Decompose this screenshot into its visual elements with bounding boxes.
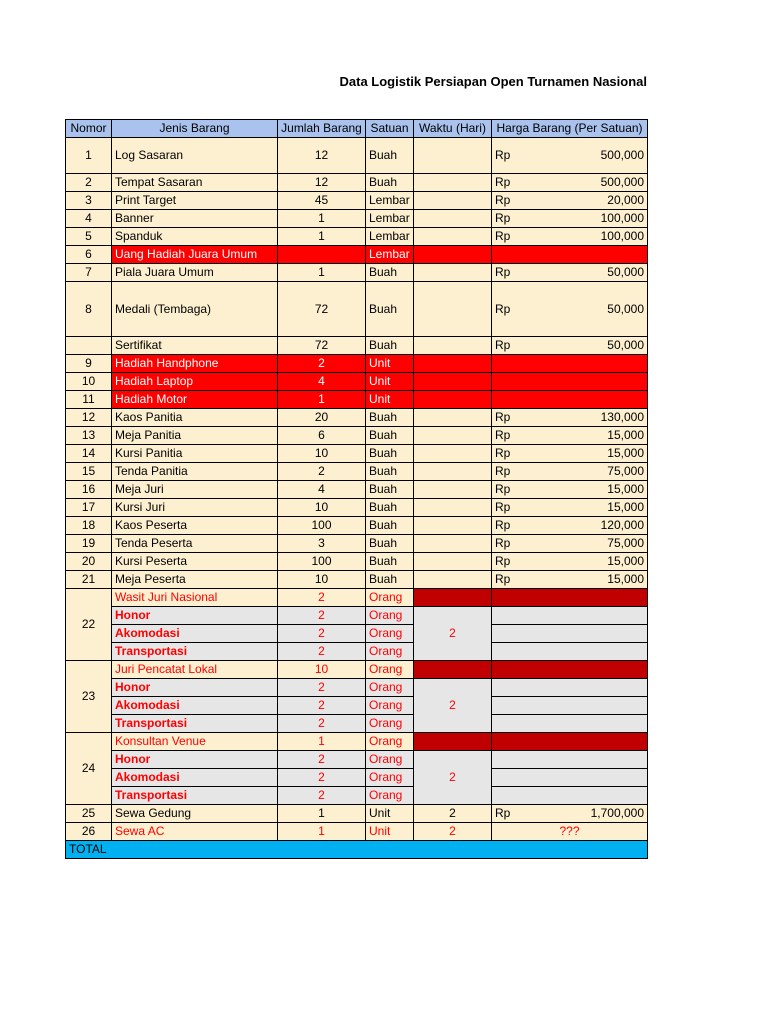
cell-waktu[interactable] <box>414 517 492 535</box>
cell-harga[interactable] <box>492 769 648 787</box>
cell-jumlah[interactable]: 2 <box>278 355 366 373</box>
cell-satuan[interactable]: Buah <box>366 535 414 553</box>
currency-label: Rp <box>495 338 511 352</box>
cell-jumlah[interactable]: 1 <box>278 391 366 409</box>
cell-nomor[interactable]: 7 <box>66 264 112 282</box>
table-row <box>66 481 648 499</box>
cell-nomor[interactable]: 13 <box>66 427 112 445</box>
cell-harga[interactable] <box>492 481 648 499</box>
cell-satuan[interactable]: Buah <box>366 138 414 174</box>
cell-jumlah[interactable]: 72 <box>278 282 366 337</box>
price-value: 50,000 <box>607 265 644 279</box>
cell-jumlah[interactable]: 2 <box>278 769 366 787</box>
cell-jenis[interactable]: Transportasi <box>112 643 278 661</box>
cell-jumlah[interactable]: 12 <box>278 174 366 192</box>
cell-harga[interactable] <box>492 210 648 228</box>
cell-harga[interactable] <box>492 228 648 246</box>
table-row <box>66 517 648 535</box>
cell-satuan[interactable]: Unit <box>366 355 414 373</box>
currency-label: Rp <box>495 211 511 225</box>
header-jenis-barang[interactable]: Jenis Barang <box>112 120 278 138</box>
cell-harga[interactable] <box>492 643 648 661</box>
cell-harga[interactable] <box>492 661 648 679</box>
table-row <box>66 264 648 282</box>
cell-harga[interactable] <box>492 733 648 751</box>
cell-nomor[interactable]: 25 <box>66 805 112 823</box>
cell-satuan[interactable]: Unit <box>366 823 414 841</box>
cell-waktu[interactable] <box>414 427 492 445</box>
cell-waktu[interactable] <box>414 661 492 679</box>
cell-jenis[interactable]: Akomodasi <box>112 625 278 643</box>
cell-harga[interactable] <box>492 409 648 427</box>
cell-waktu[interactable] <box>414 138 492 174</box>
group-row <box>66 733 648 751</box>
cell-jenis[interactable]: Kursi Panitia <box>112 445 278 463</box>
cell-jumlah[interactable]: 2 <box>278 697 366 715</box>
cell-jenis[interactable]: Meja Peserta <box>112 571 278 589</box>
cell-jenis[interactable]: Sewa Gedung <box>112 805 278 823</box>
cell-jenis[interactable]: Sewa AC <box>112 823 278 841</box>
cell-jenis[interactable]: Transportasi <box>112 715 278 733</box>
cell-jumlah[interactable]: 45 <box>278 192 366 210</box>
header-jumlah-barang[interactable]: Jumlah Barang <box>278 120 366 138</box>
cell-waktu[interactable] <box>414 246 492 264</box>
cell-jenis[interactable]: Tenda Panitia <box>112 463 278 481</box>
currency-label: Rp <box>495 572 511 586</box>
cell-harga[interactable] <box>492 679 648 697</box>
cell-satuan[interactable]: Unit <box>366 391 414 409</box>
cell-harga[interactable] <box>492 787 648 805</box>
cell-harga[interactable]: ??? <box>492 823 648 841</box>
cell-jumlah[interactable]: 2 <box>278 607 366 625</box>
cell-satuan[interactable]: Buah <box>366 282 414 337</box>
table-row <box>66 337 648 355</box>
cell-satuan[interactable]: Buah <box>366 445 414 463</box>
cell-jenis[interactable]: Banner <box>112 210 278 228</box>
table-row <box>66 553 648 571</box>
table-row <box>66 463 648 481</box>
cell-nomor[interactable]: 6 <box>66 246 112 264</box>
table-row <box>66 805 648 823</box>
cell-nomor[interactable]: 10 <box>66 373 112 391</box>
cell-jumlah[interactable]: 2 <box>278 715 366 733</box>
cell-satuan[interactable]: Orang <box>366 715 414 733</box>
table-row <box>66 391 648 409</box>
logistics-table <box>65 119 648 859</box>
cell-waktu[interactable]: 2 <box>414 823 492 841</box>
cell-satuan[interactable]: Buah <box>366 517 414 535</box>
cell-satuan[interactable]: Orang <box>366 679 414 697</box>
price-value: 500,000 <box>600 175 644 189</box>
cell-harga[interactable] <box>492 192 648 210</box>
table-row <box>66 138 648 174</box>
currency-label: Rp <box>495 410 511 424</box>
cell-harga[interactable] <box>492 427 648 445</box>
currency-label: Rp <box>495 446 511 460</box>
cell-jenis[interactable]: Piala Juara Umum <box>112 264 278 282</box>
cell-jenis[interactable]: Hadiah Laptop <box>112 373 278 391</box>
cell-jenis[interactable]: Print Target <box>112 192 278 210</box>
price-value: 120,000 <box>600 518 644 532</box>
cell-nomor[interactable]: 12 <box>66 409 112 427</box>
cell-jenis[interactable]: Transportasi <box>112 787 278 805</box>
cell-nomor[interactable]: 19 <box>66 535 112 553</box>
cell-harga[interactable] <box>492 697 648 715</box>
header-row <box>66 120 648 138</box>
price-value: 15,000 <box>607 554 644 568</box>
cell-jenis[interactable]: Honor <box>112 751 278 769</box>
cell-satuan[interactable]: Buah <box>366 571 414 589</box>
cell-satuan[interactable]: Buah <box>366 409 414 427</box>
price-value: 100,000 <box>600 211 644 225</box>
currency-label: Rp <box>495 301 511 316</box>
cell-waktu[interactable] <box>414 210 492 228</box>
cell-waktu[interactable] <box>414 463 492 481</box>
currency-label: Rp <box>495 229 511 243</box>
price-value: 500,000 <box>600 148 644 162</box>
price-value: 75,000 <box>607 536 644 550</box>
header-nomor[interactable]: Nomor <box>66 120 112 138</box>
cell-satuan[interactable]: Orang <box>366 661 414 679</box>
cell-waktu[interactable] <box>414 571 492 589</box>
group-sub-row <box>66 643 648 661</box>
cell-jenis[interactable]: Hadiah Handphone <box>112 355 278 373</box>
group-sub-row <box>66 679 648 697</box>
table-row <box>66 571 648 589</box>
cell-satuan[interactable]: Buah <box>366 427 414 445</box>
cell-waktu[interactable] <box>414 192 492 210</box>
cell-jenis[interactable]: Kaos Panitia <box>112 409 278 427</box>
cell-jenis[interactable]: Kursi Juri <box>112 499 278 517</box>
cell-satuan[interactable]: Unit <box>366 805 414 823</box>
cell-jumlah[interactable]: 10 <box>278 445 366 463</box>
cell-harga[interactable] <box>492 174 648 192</box>
currency-label: Rp <box>495 500 511 514</box>
cell-jumlah[interactable]: 2 <box>278 463 366 481</box>
cell-jenis[interactable]: Uang Hadiah Juara Umum <box>112 246 278 264</box>
cell-satuan[interactable]: Buah <box>366 174 414 192</box>
cell-satuan[interactable]: Lembar <box>366 192 414 210</box>
group-row <box>66 589 648 607</box>
cell-jumlah[interactable]: 100 <box>278 517 366 535</box>
cell-jumlah[interactable]: 1 <box>278 228 366 246</box>
cell-harga[interactable] <box>492 751 648 769</box>
cell-jumlah[interactable]: 2 <box>278 787 366 805</box>
cell-satuan[interactable]: Orang <box>366 589 414 607</box>
cell-jumlah[interactable]: 2 <box>278 679 366 697</box>
table-row <box>66 823 648 841</box>
cell-satuan[interactable]: Orang <box>366 607 414 625</box>
cell-satuan[interactable]: Buah <box>366 553 414 571</box>
cell-satuan[interactable]: Buah <box>366 499 414 517</box>
cell-jenis[interactable]: Wasit Juri Nasional <box>112 589 278 607</box>
currency-label: Rp <box>495 428 511 442</box>
price-value: 15,000 <box>607 482 644 496</box>
cell-jenis[interactable]: Kaos Peserta <box>112 517 278 535</box>
cell-waktu[interactable]: 2 <box>414 805 492 823</box>
cell-satuan[interactable]: Orang <box>366 643 414 661</box>
cell-harga[interactable] <box>492 445 648 463</box>
group-sub-row <box>66 607 648 625</box>
cell-jenis[interactable]: Kursi Peserta <box>112 553 278 571</box>
price-value: 15,000 <box>607 500 644 514</box>
cell-waktu[interactable] <box>414 355 492 373</box>
cell-jenis[interactable]: Hadiah Motor <box>112 391 278 409</box>
cell-satuan[interactable]: Orang <box>366 697 414 715</box>
cell-nomor[interactable]: 4 <box>66 210 112 228</box>
currency-label: Rp <box>495 193 511 207</box>
cell-jenis[interactable]: Juri Pencatat Lokal <box>112 661 278 679</box>
cell-jumlah[interactable]: 2 <box>278 643 366 661</box>
price-value: 50,000 <box>607 338 644 352</box>
cell-satuan[interactable]: Lembar <box>366 228 414 246</box>
cell-jumlah[interactable]: 3 <box>278 535 366 553</box>
cell-jenis[interactable]: Meja Juri <box>112 481 278 499</box>
cell-nomor[interactable]: 8 <box>66 282 112 337</box>
currency-label: Rp <box>495 148 511 162</box>
table-row <box>66 373 648 391</box>
cell-waktu[interactable] <box>414 589 492 607</box>
cell-jumlah[interactable]: 10 <box>278 499 366 517</box>
table-row <box>66 192 648 210</box>
cell-jumlah[interactable]: 2 <box>278 625 366 643</box>
group-sub-row <box>66 769 648 787</box>
price-value: 15,000 <box>607 446 644 460</box>
cell-waktu[interactable] <box>414 535 492 553</box>
cell-jumlah[interactable]: 72 <box>278 337 366 355</box>
price-value: 130,000 <box>600 410 644 424</box>
cell-waktu[interactable]: 2 <box>414 679 492 733</box>
cell-satuan[interactable]: Buah <box>366 481 414 499</box>
table-row <box>66 210 648 228</box>
cell-jumlah[interactable]: 2 <box>278 751 366 769</box>
cell-harga[interactable] <box>492 553 648 571</box>
group-sub-row <box>66 715 648 733</box>
cell-jenis[interactable]: Konsultan Venue <box>112 733 278 751</box>
cell-nomor[interactable]: 16 <box>66 481 112 499</box>
cell-jenis[interactable]: Akomodasi <box>112 769 278 787</box>
cell-jumlah[interactable]: 1 <box>278 823 366 841</box>
cell-jenis[interactable]: Honor <box>112 607 278 625</box>
cell-nomor[interactable]: 23 <box>66 661 112 733</box>
table-row <box>66 355 648 373</box>
currency-label: Rp <box>495 265 511 279</box>
cell-nomor[interactable]: 2 <box>66 174 112 192</box>
header-harga[interactable]: Harga Barang (Per Satuan) <box>492 120 648 138</box>
total-row <box>66 841 648 859</box>
cell-waktu[interactable] <box>414 228 492 246</box>
cell-harga[interactable] <box>492 715 648 733</box>
total-label[interactable]: TOTAL <box>66 841 648 859</box>
cell-satuan[interactable]: Unit <box>366 373 414 391</box>
currency-label: Rp <box>495 518 511 532</box>
cell-satuan[interactable]: Lembar <box>366 210 414 228</box>
cell-jenis[interactable]: Spanduk <box>112 228 278 246</box>
cell-jumlah[interactable]: 6 <box>278 427 366 445</box>
cell-harga[interactable] <box>492 463 648 481</box>
cell-harga[interactable] <box>492 246 648 264</box>
cell-harga[interactable] <box>492 499 648 517</box>
cell-harga[interactable] <box>492 355 648 373</box>
table-row <box>66 282 648 337</box>
cell-waktu[interactable] <box>414 445 492 463</box>
cell-nomor[interactable] <box>66 337 112 355</box>
group-sub-row <box>66 751 648 769</box>
cell-nomor[interactable]: 20 <box>66 553 112 571</box>
cell-waktu[interactable] <box>414 282 492 337</box>
cell-harga[interactable] <box>492 607 648 625</box>
cell-jumlah[interactable]: 100 <box>278 553 366 571</box>
cell-nomor[interactable]: 5 <box>66 228 112 246</box>
cell-nomor[interactable]: 1 <box>66 138 112 174</box>
cell-jenis[interactable]: Log Sasaran <box>112 138 278 174</box>
cell-harga[interactable] <box>492 264 648 282</box>
cell-harga[interactable] <box>492 589 648 607</box>
currency-label: Rp <box>495 536 511 550</box>
cell-jumlah[interactable]: 1 <box>278 210 366 228</box>
cell-jumlah[interactable]: 4 <box>278 481 366 499</box>
cell-satuan[interactable]: Lembar <box>366 246 414 264</box>
cell-jenis[interactable]: Medali (Tembaga) <box>112 282 278 337</box>
table-row <box>66 174 648 192</box>
group-sub-row <box>66 697 648 715</box>
cell-waktu[interactable] <box>414 373 492 391</box>
group-sub-row <box>66 787 648 805</box>
cell-nomor[interactable]: 11 <box>66 391 112 409</box>
cell-jenis[interactable]: Sertifikat <box>112 337 278 355</box>
cell-satuan[interactable]: Orang <box>366 787 414 805</box>
cell-harga[interactable] <box>492 571 648 589</box>
cell-harga[interactable] <box>492 138 648 174</box>
cell-waktu[interactable] <box>414 391 492 409</box>
cell-jenis[interactable]: Akomodasi <box>112 697 278 715</box>
cell-harga[interactable] <box>492 535 648 553</box>
cell-satuan[interactable]: Buah <box>366 337 414 355</box>
cell-nomor[interactable]: 21 <box>66 571 112 589</box>
cell-jenis[interactable]: Tenda Peserta <box>112 535 278 553</box>
table-row <box>66 228 648 246</box>
cell-waktu[interactable] <box>414 499 492 517</box>
price-value: 15,000 <box>607 428 644 442</box>
cell-jumlah[interactable]: 1 <box>278 805 366 823</box>
cell-jumlah[interactable]: 1 <box>278 264 366 282</box>
cell-nomor[interactable]: 26 <box>66 823 112 841</box>
header-satuan[interactable]: Satuan <box>366 120 414 138</box>
cell-satuan[interactable]: Buah <box>366 264 414 282</box>
price-value: 20,000 <box>607 193 644 207</box>
cell-jumlah[interactable]: 10 <box>278 661 366 679</box>
cell-satuan[interactable]: Orang <box>366 733 414 751</box>
price-value: 100,000 <box>600 229 644 243</box>
cell-waktu[interactable] <box>414 337 492 355</box>
table-row <box>66 499 648 517</box>
cell-nomor[interactable]: 24 <box>66 733 112 805</box>
cell-satuan[interactable]: Orang <box>366 625 414 643</box>
group-sub-row <box>66 625 648 643</box>
currency-label: Rp <box>495 464 511 478</box>
cell-harga[interactable] <box>492 282 648 337</box>
cell-waktu[interactable] <box>414 409 492 427</box>
currency-label: Rp <box>495 554 511 568</box>
cell-harga[interactable] <box>492 517 648 535</box>
cell-harga[interactable] <box>492 373 648 391</box>
cell-jumlah[interactable]: 20 <box>278 409 366 427</box>
currency-label: Rp <box>495 175 511 189</box>
cell-harga[interactable] <box>492 391 648 409</box>
cell-jenis[interactable]: Honor <box>112 679 278 697</box>
group-row <box>66 661 648 679</box>
cell-waktu[interactable] <box>414 733 492 751</box>
cell-jumlah[interactable]: 12 <box>278 138 366 174</box>
cell-jenis[interactable]: Tempat Sasaran <box>112 174 278 192</box>
cell-waktu[interactable] <box>414 553 492 571</box>
currency-label: Rp <box>495 482 511 496</box>
table-row <box>66 409 648 427</box>
table-row <box>66 445 648 463</box>
cell-jumlah[interactable]: 1 <box>278 733 366 751</box>
cell-satuan[interactable]: Orang <box>366 769 414 787</box>
table-row <box>66 535 648 553</box>
sheet-title: Data Logistik Persiapan Open Turnamen Nasional <box>339 74 647 89</box>
price-value: 15,000 <box>607 572 644 586</box>
currency-label: Rp <box>495 806 511 820</box>
cell-harga[interactable] <box>492 805 648 823</box>
price-value: 50,000 <box>607 301 644 316</box>
cell-nomor[interactable]: 22 <box>66 589 112 661</box>
price-value: 75,000 <box>607 464 644 478</box>
table-row <box>66 246 648 264</box>
cell-satuan[interactable]: Orang <box>366 751 414 769</box>
price-value: 1,700,000 <box>590 806 644 820</box>
cell-waktu[interactable]: 2 <box>414 751 492 805</box>
table-row <box>66 427 648 445</box>
cell-jumlah[interactable] <box>278 246 366 264</box>
cell-nomor[interactable]: 17 <box>66 499 112 517</box>
cell-nomor[interactable]: 9 <box>66 355 112 373</box>
cell-nomor[interactable]: 14 <box>66 445 112 463</box>
header-waktu[interactable]: Waktu (Hari) <box>414 120 492 138</box>
cell-jenis[interactable]: Meja Panitia <box>112 427 278 445</box>
cell-waktu[interactable] <box>414 174 492 192</box>
cell-harga[interactable] <box>492 625 648 643</box>
cell-jumlah[interactable]: 4 <box>278 373 366 391</box>
cell-satuan[interactable]: Buah <box>366 463 414 481</box>
cell-waktu[interactable] <box>414 264 492 282</box>
cell-jumlah[interactable]: 2 <box>278 589 366 607</box>
cell-nomor[interactable]: 18 <box>66 517 112 535</box>
cell-nomor[interactable]: 3 <box>66 192 112 210</box>
cell-jumlah[interactable]: 10 <box>278 571 366 589</box>
cell-nomor[interactable]: 15 <box>66 463 112 481</box>
cell-harga[interactable] <box>492 337 648 355</box>
cell-waktu[interactable] <box>414 481 492 499</box>
cell-waktu[interactable]: 2 <box>414 607 492 661</box>
